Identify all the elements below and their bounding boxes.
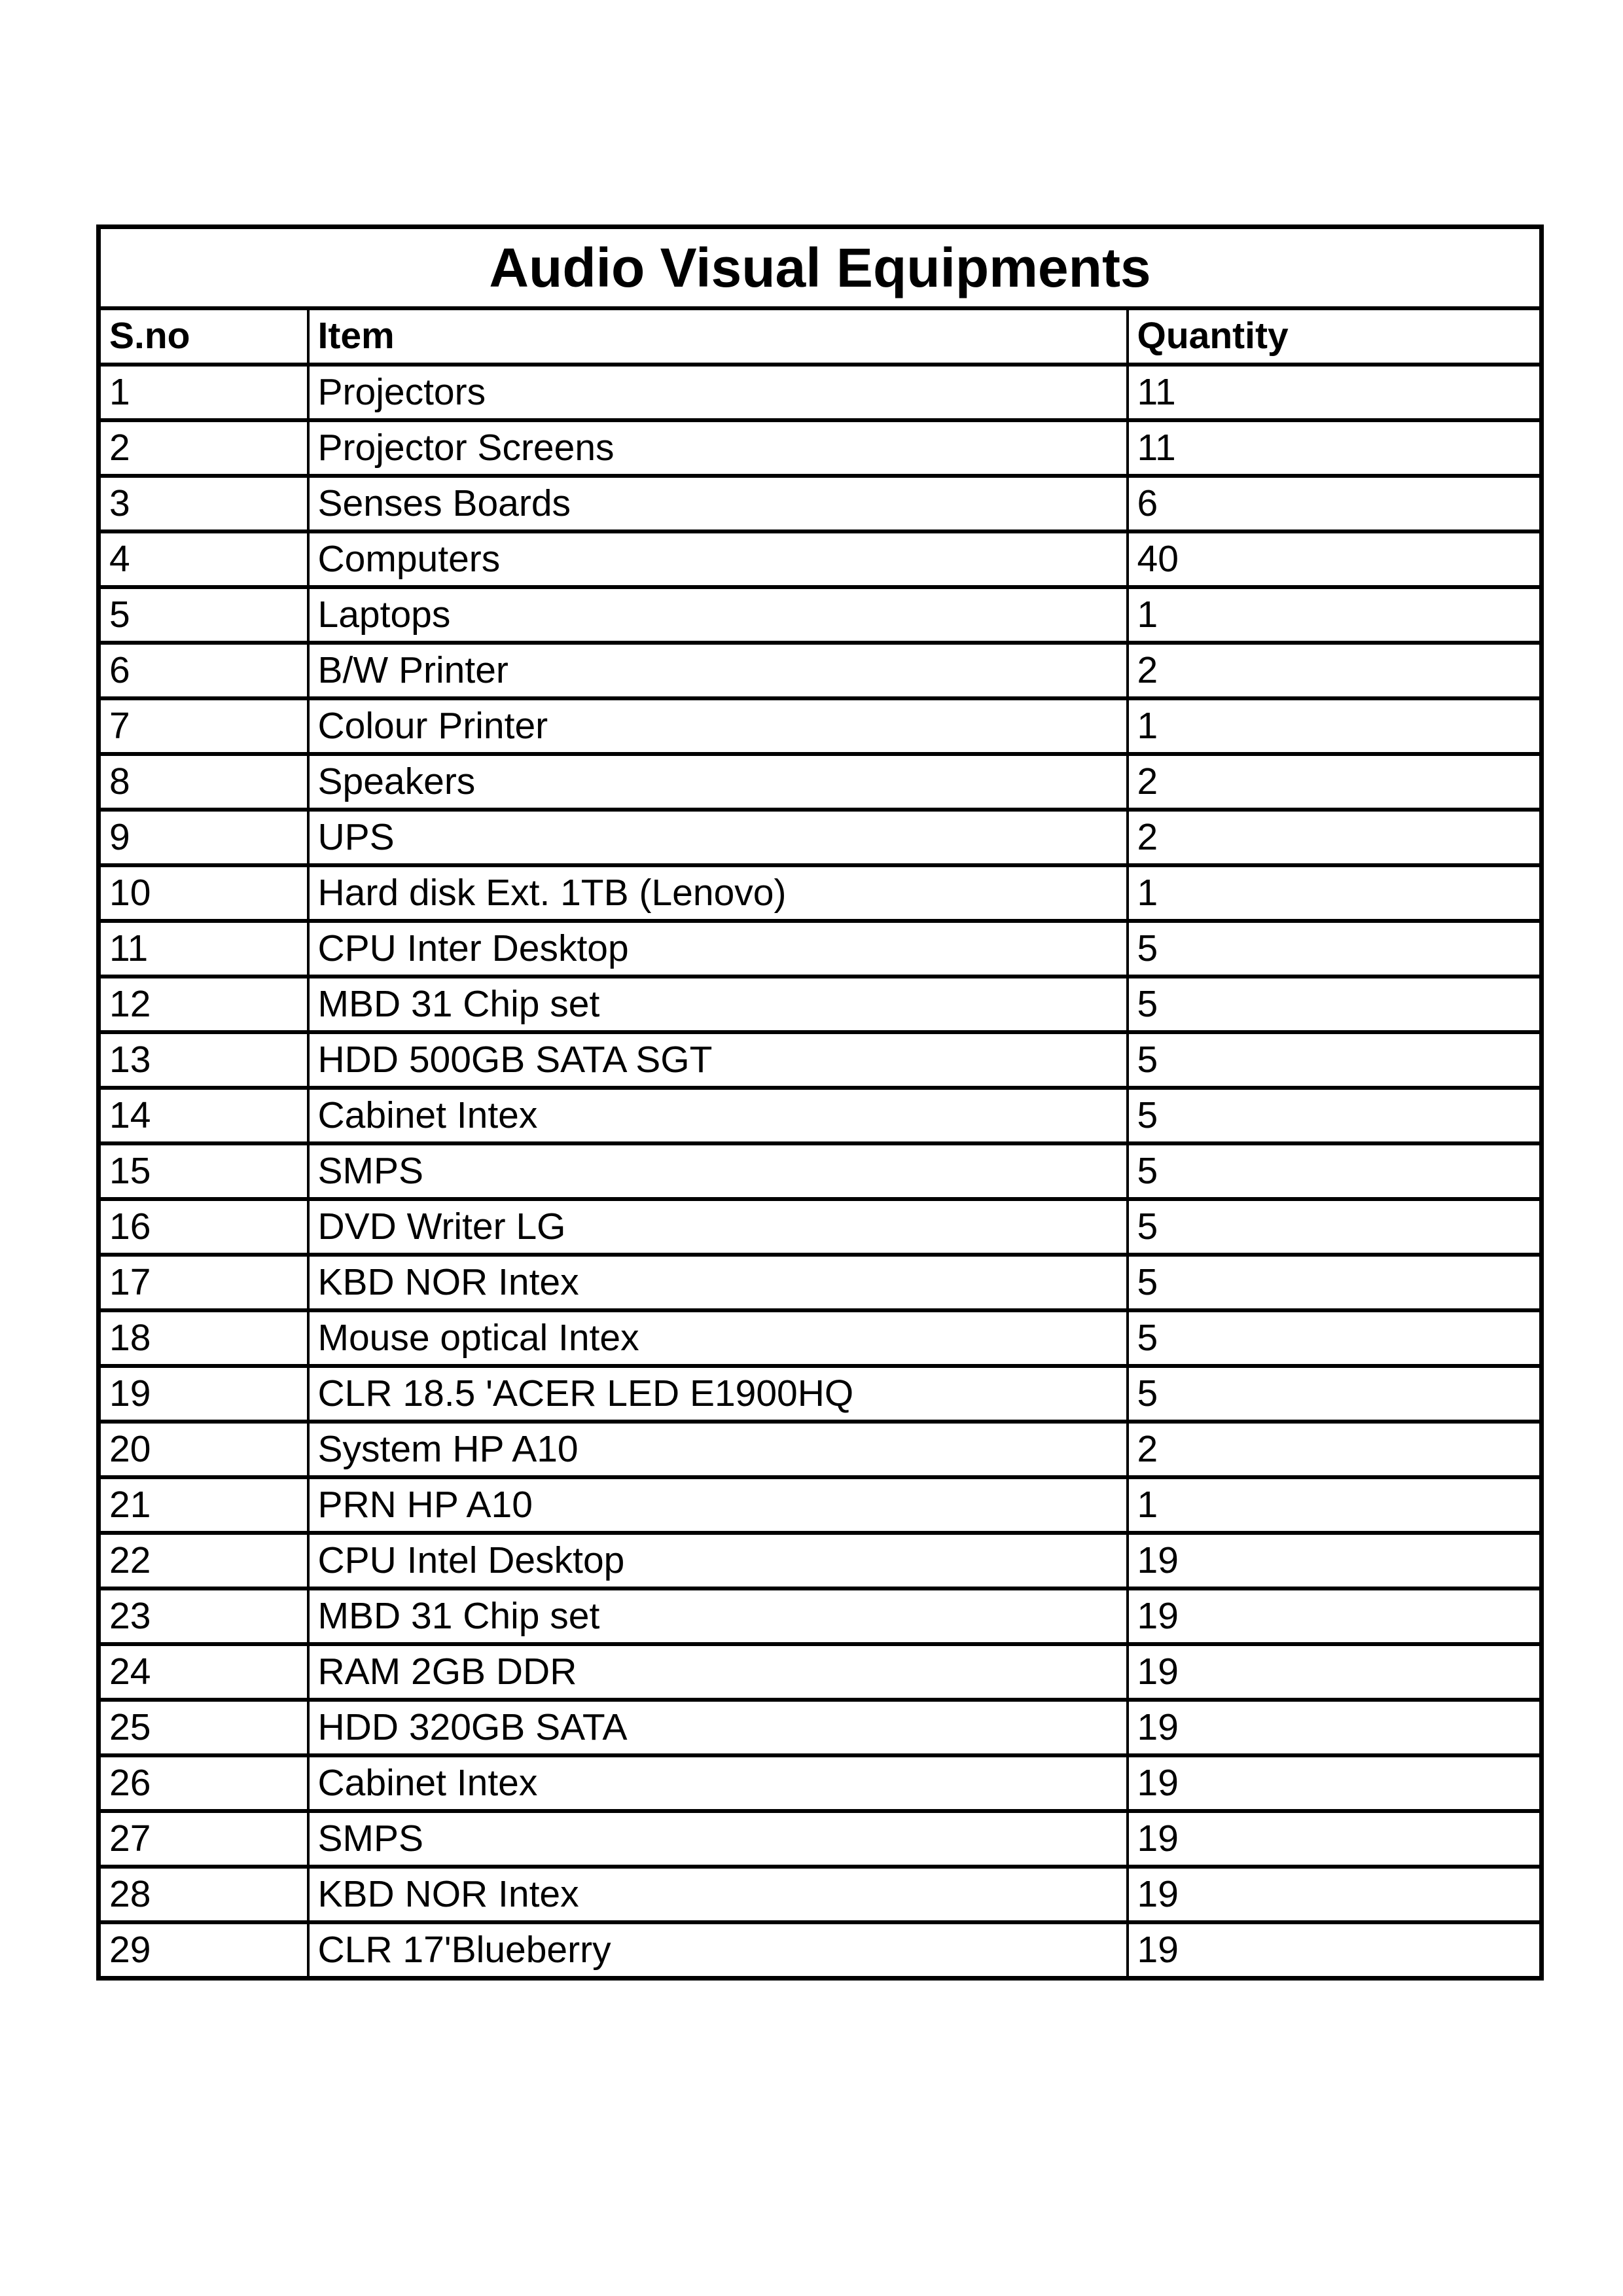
table-row bbox=[99, 587, 1542, 643]
table-row bbox=[99, 1366, 1542, 1422]
cell-item: RAM 2GB DDR bbox=[308, 1644, 1128, 1700]
cell-quantity: 11 bbox=[1128, 365, 1542, 420]
table-row bbox=[99, 531, 1542, 587]
cell-sno: 26 bbox=[99, 1755, 308, 1811]
cell-item: B/W Printer bbox=[308, 643, 1128, 698]
cell-quantity: 40 bbox=[1128, 531, 1542, 587]
cell-sno: 7 bbox=[99, 698, 308, 754]
cell-sno: 8 bbox=[99, 754, 308, 810]
cell-quantity: 19 bbox=[1128, 1700, 1542, 1755]
cell-quantity: 2 bbox=[1128, 754, 1542, 810]
cell-item: MBD 31 Chip set bbox=[308, 1588, 1128, 1644]
cell-quantity: 1 bbox=[1128, 587, 1542, 643]
cell-item: KBD NOR Intex bbox=[308, 1255, 1128, 1310]
cell-item: Projectors bbox=[308, 365, 1128, 420]
table-row bbox=[99, 1310, 1542, 1366]
cell-quantity: 5 bbox=[1128, 1366, 1542, 1422]
cell-item: Senses Boards bbox=[308, 476, 1128, 531]
table-row bbox=[99, 1477, 1542, 1533]
cell-sno: 2 bbox=[99, 420, 308, 476]
cell-quantity: 19 bbox=[1128, 1922, 1542, 1979]
cell-sno: 4 bbox=[99, 531, 308, 587]
cell-item: Computers bbox=[308, 531, 1128, 587]
cell-sno: 18 bbox=[99, 1310, 308, 1366]
table-row bbox=[99, 698, 1542, 754]
cell-quantity: 5 bbox=[1128, 1032, 1542, 1088]
cell-quantity: 5 bbox=[1128, 1255, 1542, 1310]
table-row bbox=[99, 810, 1542, 865]
table-row bbox=[99, 420, 1542, 476]
cell-item: SMPS bbox=[308, 1143, 1128, 1199]
table-row bbox=[99, 1533, 1542, 1588]
cell-quantity: 19 bbox=[1128, 1533, 1542, 1588]
table-row bbox=[99, 365, 1542, 420]
cell-item: Cabinet Intex bbox=[308, 1088, 1128, 1143]
table-row bbox=[99, 476, 1542, 531]
table-row bbox=[99, 1867, 1542, 1922]
cell-quantity: 11 bbox=[1128, 420, 1542, 476]
cell-quantity: 6 bbox=[1128, 476, 1542, 531]
table-row bbox=[99, 1199, 1542, 1255]
cell-sno: 19 bbox=[99, 1366, 308, 1422]
cell-quantity: 1 bbox=[1128, 1477, 1542, 1533]
cell-quantity: 2 bbox=[1128, 810, 1542, 865]
cell-sno: 25 bbox=[99, 1700, 308, 1755]
cell-quantity: 19 bbox=[1128, 1867, 1542, 1922]
cell-sno: 24 bbox=[99, 1644, 308, 1700]
table-title: Audio Visual Equipments bbox=[99, 227, 1542, 309]
cell-item: MBD 31 Chip set bbox=[308, 977, 1128, 1032]
cell-sno: 17 bbox=[99, 1255, 308, 1310]
equipment-table bbox=[96, 224, 1544, 1981]
cell-item: UPS bbox=[308, 810, 1128, 865]
cell-quantity: 5 bbox=[1128, 921, 1542, 977]
cell-sno: 21 bbox=[99, 1477, 308, 1533]
cell-sno: 14 bbox=[99, 1088, 308, 1143]
column-header-quantity: Quantity bbox=[1128, 308, 1542, 365]
cell-sno: 10 bbox=[99, 865, 308, 921]
cell-item: Cabinet Intex bbox=[308, 1755, 1128, 1811]
cell-sno: 27 bbox=[99, 1811, 308, 1867]
table-head bbox=[99, 227, 1542, 365]
cell-quantity: 2 bbox=[1128, 1422, 1542, 1477]
cell-item: Speakers bbox=[308, 754, 1128, 810]
column-header-sno: S.no bbox=[99, 308, 308, 365]
cell-sno: 6 bbox=[99, 643, 308, 698]
cell-quantity: 19 bbox=[1128, 1644, 1542, 1700]
table-row bbox=[99, 1644, 1542, 1700]
cell-sno: 9 bbox=[99, 810, 308, 865]
table-row bbox=[99, 1755, 1542, 1811]
cell-quantity: 2 bbox=[1128, 643, 1542, 698]
cell-item: System HP A10 bbox=[308, 1422, 1128, 1477]
cell-sno: 3 bbox=[99, 476, 308, 531]
cell-quantity: 5 bbox=[1128, 1088, 1542, 1143]
cell-item: HDD 320GB SATA bbox=[308, 1700, 1128, 1755]
table-row bbox=[99, 921, 1542, 977]
cell-quantity: 5 bbox=[1128, 1310, 1542, 1366]
cell-sno: 28 bbox=[99, 1867, 308, 1922]
cell-quantity: 5 bbox=[1128, 1199, 1542, 1255]
table-row bbox=[99, 1700, 1542, 1755]
cell-sno: 15 bbox=[99, 1143, 308, 1199]
cell-sno: 16 bbox=[99, 1199, 308, 1255]
table-row bbox=[99, 977, 1542, 1032]
cell-quantity: 1 bbox=[1128, 865, 1542, 921]
cell-item: CPU Intel Desktop bbox=[308, 1533, 1128, 1588]
cell-item: Mouse optical Intex bbox=[308, 1310, 1128, 1366]
cell-sno: 12 bbox=[99, 977, 308, 1032]
cell-item: Projector Screens bbox=[308, 420, 1128, 476]
cell-sno: 5 bbox=[99, 587, 308, 643]
table-row bbox=[99, 1922, 1542, 1979]
cell-sno: 11 bbox=[99, 921, 308, 977]
cell-quantity: 19 bbox=[1128, 1811, 1542, 1867]
cell-item: Laptops bbox=[308, 587, 1128, 643]
table-row bbox=[99, 1088, 1542, 1143]
cell-sno: 20 bbox=[99, 1422, 308, 1477]
cell-item: DVD Writer LG bbox=[308, 1199, 1128, 1255]
cell-item: CLR 17'Blueberry bbox=[308, 1922, 1128, 1979]
cell-sno: 29 bbox=[99, 1922, 308, 1979]
table-row bbox=[99, 1811, 1542, 1867]
cell-quantity: 5 bbox=[1128, 977, 1542, 1032]
column-header-item: Item bbox=[308, 308, 1128, 365]
cell-sno: 1 bbox=[99, 365, 308, 420]
table-row bbox=[99, 1143, 1542, 1199]
table-row bbox=[99, 1032, 1542, 1088]
cell-quantity: 19 bbox=[1128, 1588, 1542, 1644]
table-header-row bbox=[99, 308, 1542, 365]
cell-quantity: 5 bbox=[1128, 1143, 1542, 1199]
cell-item: HDD 500GB SATA SGT bbox=[308, 1032, 1128, 1088]
cell-sno: 13 bbox=[99, 1032, 308, 1088]
cell-sno: 22 bbox=[99, 1533, 308, 1588]
table-row bbox=[99, 865, 1542, 921]
cell-quantity: 1 bbox=[1128, 698, 1542, 754]
title-row bbox=[99, 227, 1542, 309]
cell-item: CLR 18.5 'ACER LED E1900HQ bbox=[308, 1366, 1128, 1422]
cell-item: PRN HP A10 bbox=[308, 1477, 1128, 1533]
cell-item: KBD NOR Intex bbox=[308, 1867, 1128, 1922]
cell-item: Hard disk Ext. 1TB (Lenovo) bbox=[308, 865, 1128, 921]
cell-item: CPU Inter Desktop bbox=[308, 921, 1128, 977]
cell-item: SMPS bbox=[308, 1811, 1128, 1867]
cell-item: Colour Printer bbox=[308, 698, 1128, 754]
cell-quantity: 19 bbox=[1128, 1755, 1542, 1811]
table-row bbox=[99, 1422, 1542, 1477]
table-row bbox=[99, 643, 1542, 698]
table-row bbox=[99, 754, 1542, 810]
table-body bbox=[99, 365, 1542, 1979]
cell-sno: 23 bbox=[99, 1588, 308, 1644]
table-row bbox=[99, 1255, 1542, 1310]
table-row bbox=[99, 1588, 1542, 1644]
